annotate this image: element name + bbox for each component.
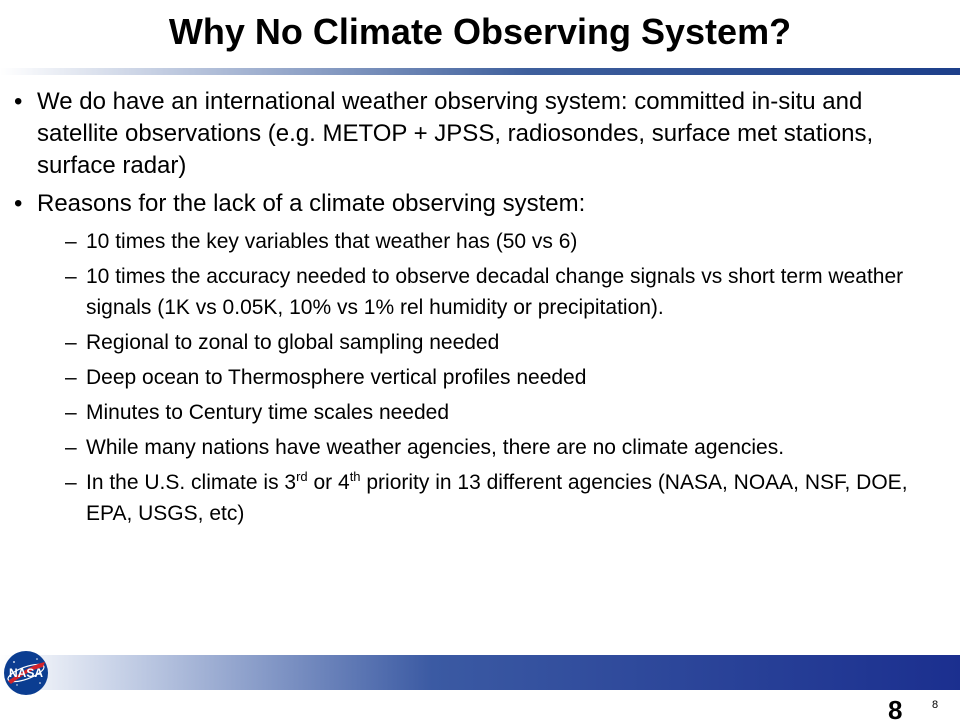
sub-bullet-agencies	[0, 432, 920, 463]
sub-text: Minutes to Century time scales needed	[86, 401, 450, 424]
footer-band	[0, 655, 960, 690]
sub-marker: –	[65, 230, 77, 253]
sub-bullet-variables	[0, 226, 920, 257]
sub-marker: –	[65, 471, 77, 494]
bullet-reasons	[0, 188, 920, 220]
bullet-text: Reasons for the lack of a climate observing system:	[37, 190, 586, 217]
slide-title: Why No Climate Observing System?	[168, 11, 792, 52]
sub-bullet-us-priority	[0, 467, 920, 529]
sub-marker: –	[65, 366, 77, 389]
sub-text: While many nations have weather agencies, there are no climate agencies.	[86, 436, 785, 459]
sub-text: 10 times the key variables that weather has (50 vs 6)	[86, 230, 578, 253]
title-rule	[0, 68, 960, 75]
sub-marker: –	[65, 265, 77, 288]
page-number-large: 8	[888, 695, 903, 725]
nasa-logo-text: NASA	[8, 666, 44, 680]
sub-bullet-profiles	[0, 362, 920, 393]
sub-text: 10 times the accuracy needed to observe decadal change signals vs short term weather signals (1K vs 0.05K, 10% vs 1% rel humidity or precipitation).	[86, 265, 904, 319]
slide-content	[0, 86, 960, 529]
bullet-marker: •	[14, 88, 23, 115]
bullet-weather-system	[0, 86, 920, 182]
sub-text-part2: or 4	[307, 471, 350, 494]
bullet-marker: •	[14, 190, 23, 217]
superscript-th: th	[349, 469, 361, 484]
sub-marker: –	[65, 401, 77, 424]
nasa-logo-icon	[3, 650, 49, 696]
sub-bullet-sampling	[0, 327, 920, 358]
bullet-text: We do have an international weather observing system: committed in-situ and satellite observations (e.g. METOP + JPSS, radiosondes, surface met stations, surface radar)	[37, 88, 874, 179]
sub-marker: –	[65, 331, 77, 354]
sub-bullet-accuracy	[0, 261, 920, 323]
superscript-rd: rd	[296, 469, 308, 484]
sub-text: Deep ocean to Thermosphere vertical profiles needed	[86, 366, 587, 389]
sub-bullet-timescales	[0, 397, 920, 428]
sub-text-part1: In the U.S. climate is 3	[86, 471, 297, 494]
sub-marker: –	[65, 436, 77, 459]
sub-text: Regional to zonal to global sampling needed	[86, 331, 500, 354]
page-number-small: 8	[932, 699, 939, 711]
sub-text-part3: priority in 13 different agencies (NASA, NOAA, NSF, DOE, EPA, USGS, etc)	[86, 471, 908, 525]
